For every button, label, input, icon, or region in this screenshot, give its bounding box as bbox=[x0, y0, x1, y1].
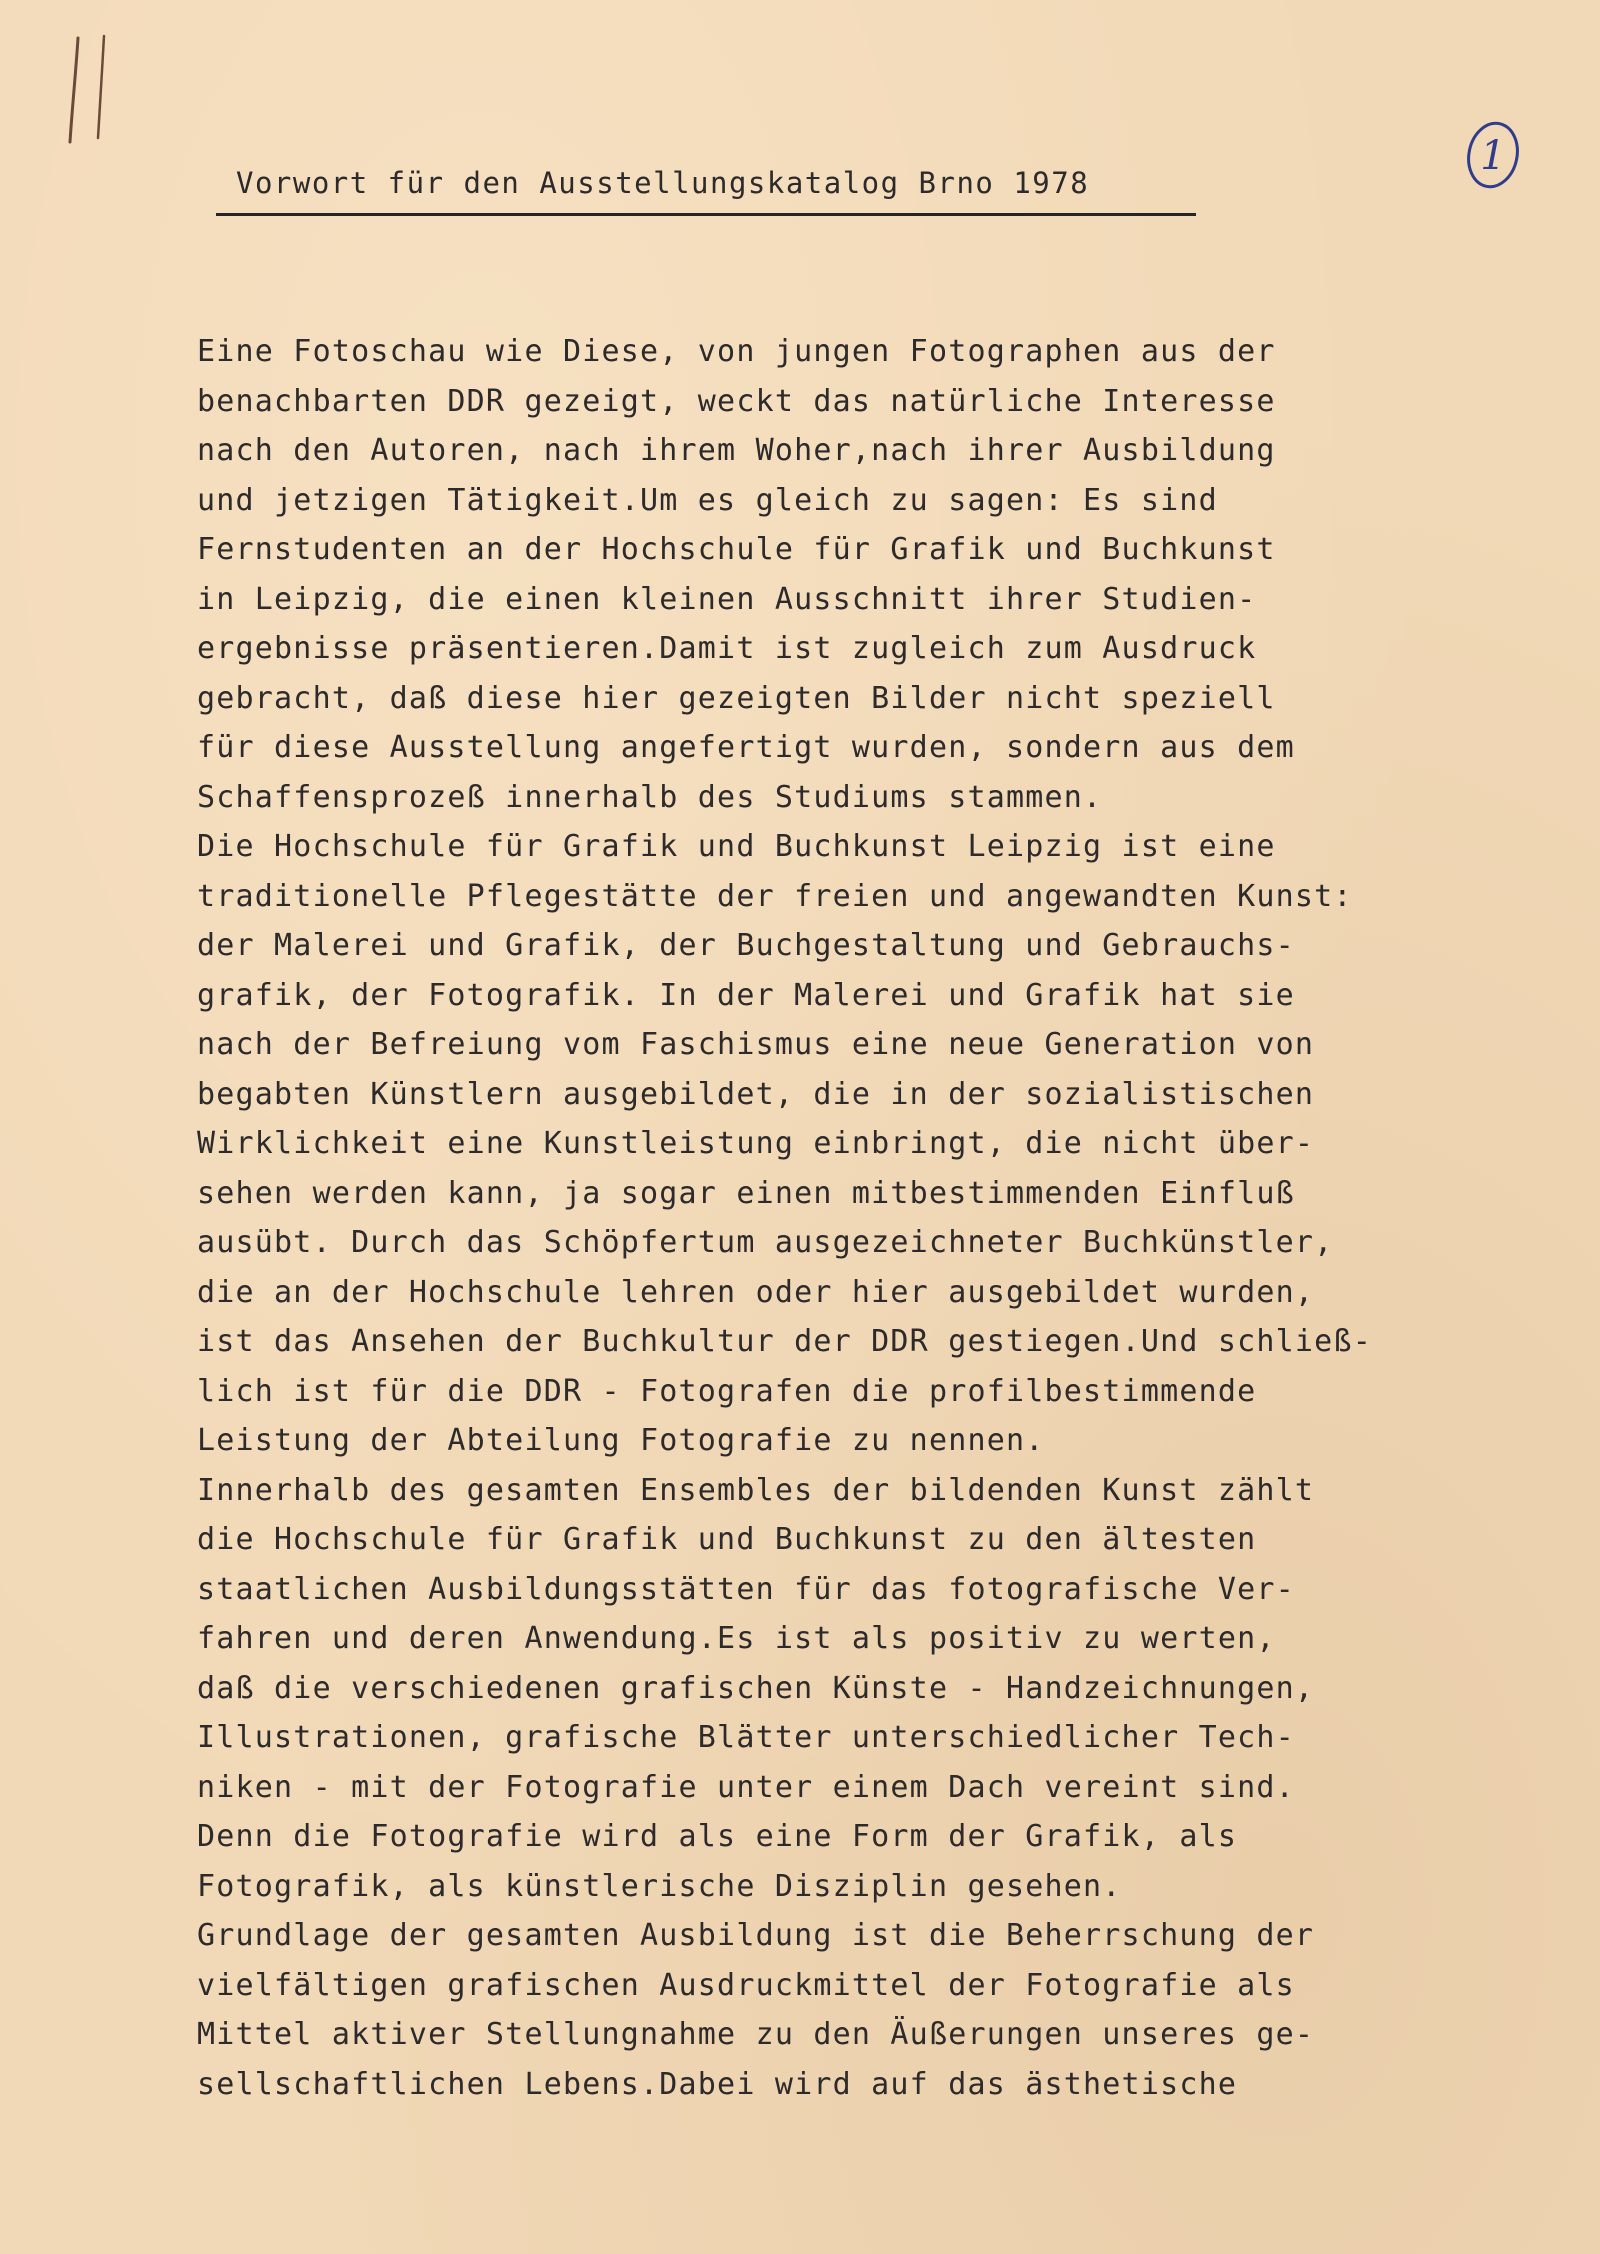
body-line: die an der Hochschule lehren oder hier ausgebildet wurden, bbox=[197, 1274, 1315, 1310]
body-line: Schaffensprozeß innerhalb des Studiums stammen. bbox=[197, 779, 1103, 815]
body-line: benachbarten DDR gezeigt, weckt das natürliche Interesse bbox=[197, 383, 1276, 419]
body-line: ausübt. Durch das Schöpfertum ausgezeichneter Buchkünstler, bbox=[197, 1225, 1334, 1260]
body-line: staatlichen Ausbildungsstätten für das fotografische Ver- bbox=[197, 1571, 1295, 1607]
page-number: 1 bbox=[1480, 133, 1506, 179]
body-line: nach den Autoren, nach ihrem Woher,nach ihrer Ausbildung bbox=[197, 433, 1276, 468]
body-line: fahren und deren Anwendung.Es ist als positiv zu werten, bbox=[197, 1621, 1276, 1656]
body-line: ergebnisse präsentieren.Damit ist zugleich zum Ausdruck bbox=[197, 631, 1257, 666]
body-line: vielfältigen grafischen Ausdruckmittel der Fotografie als bbox=[197, 1967, 1295, 2003]
body-line: Leistung der Abteilung Fotografie zu nennen. bbox=[197, 1423, 1045, 1458]
body-line: Fernstudenten an der Hochschule für Grafik und Buchkunst bbox=[197, 532, 1276, 567]
body-line: Die Hochschule für Grafik und Buchkunst Leipzig ist eine bbox=[197, 829, 1276, 864]
heading-underline bbox=[216, 213, 1196, 216]
document-heading: Vorwort für den Ausstellungskatalog Brno 1978 bbox=[236, 166, 1090, 200]
body-line: die Hochschule für Grafik und Buchkunst zu den ältesten bbox=[197, 1522, 1257, 1557]
body-line: sehen werden kann, ja sogar einen mitbestimmenden Einfluß bbox=[197, 1175, 1295, 1211]
body-line: gebracht, daß diese hier gezeigten Bilder nicht speziell bbox=[197, 680, 1276, 716]
body-line: daß die verschiedenen grafischen Künste - Handzeichnungen, bbox=[197, 1670, 1315, 1706]
body-line: für diese Ausstellung angefertigt wurden, sondern aus dem bbox=[197, 730, 1295, 765]
pencil-margin-mark bbox=[60, 30, 130, 150]
body-line: der Malerei und Grafik, der Buchgestaltung und Gebrauchs- bbox=[197, 928, 1295, 963]
body-line: Eine Fotoschau wie Diese, von jungen Fotographen aus der bbox=[197, 334, 1276, 369]
body-line: lich ist für die DDR - Fotografen die profilbestimmende bbox=[197, 1373, 1257, 1409]
body-line: ist das Ansehen der Buchkultur der DDR gestiegen.Und schließ- bbox=[197, 1324, 1372, 1359]
body-line: begabten Künstlern ausgebildet, die in der sozialistischen bbox=[197, 1076, 1315, 1112]
body-line: Fotografik, als künstlerische Disziplin gesehen. bbox=[197, 1868, 1122, 1904]
body-line: nach der Befreiung vom Faschismus eine neue Generation von bbox=[197, 1027, 1315, 1062]
body-line: traditionelle Pflegestätte der freien und angewandten Kunst: bbox=[197, 878, 1353, 914]
body-line: Denn die Fotografie wird als eine Form der Grafik, als bbox=[197, 1819, 1238, 1854]
body-line: Illustrationen, grafische Blätter unterschiedlicher Tech- bbox=[197, 1720, 1295, 1755]
body-line: Wirklichkeit eine Kunstleistung einbringt, die nicht über- bbox=[197, 1126, 1315, 1161]
body-line: sellschaftlichen Lebens.Dabei wird auf das ästhetische bbox=[197, 2066, 1238, 2102]
page-number-circle bbox=[1458, 115, 1528, 195]
body-line: Innerhalb des gesamten Ensembles der bildenden Kunst zählt bbox=[197, 1472, 1315, 1508]
document-body bbox=[197, 327, 1577, 2109]
body-line: Grundlage der gesamten Ausbildung ist die Beherrschung der bbox=[197, 1918, 1315, 1953]
body-line: Mittel aktiver Stellungnahme zu den Äußerungen unseres ge- bbox=[197, 2017, 1315, 2052]
body-line: in Leipzig, die einen kleinen Ausschnitt ihrer Studien- bbox=[197, 581, 1257, 617]
body-line: niken - mit der Fotografie unter einem Dach vereint sind. bbox=[197, 1769, 1295, 1805]
body-line: und jetzigen Tätigkeit.Um es gleich zu sagen: Es sind bbox=[197, 482, 1218, 518]
body-line: grafik, der Fotografik. In der Malerei und Grafik hat sie bbox=[197, 977, 1295, 1013]
